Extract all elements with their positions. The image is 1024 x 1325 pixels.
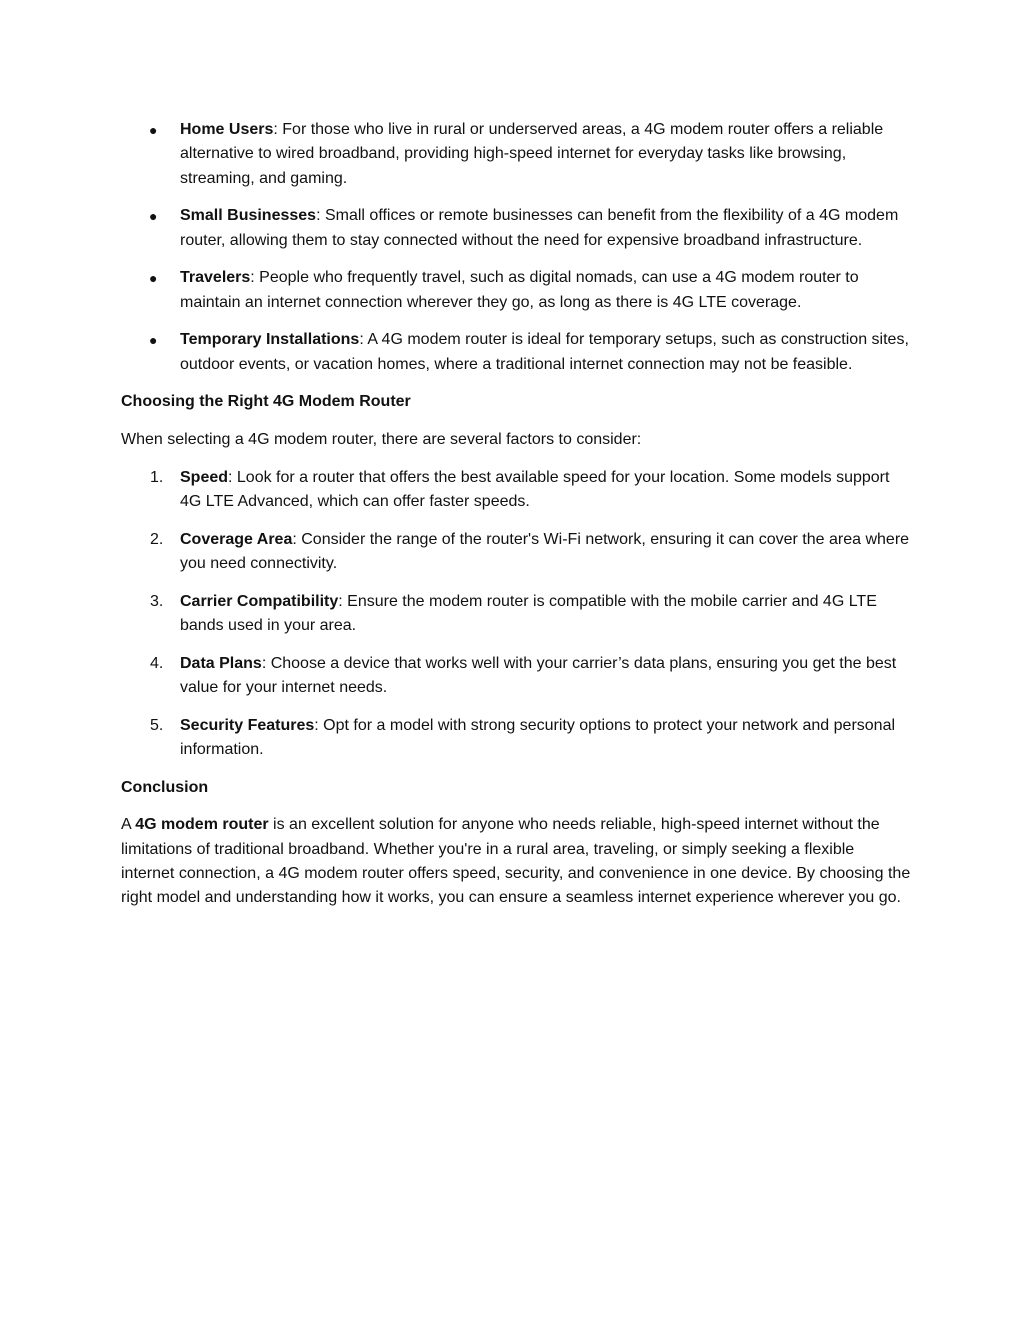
use-case-list [121, 118, 911, 377]
item-term: Data Plans [180, 654, 262, 672]
item-text: : Small offices or remote businesses can benefit from the flexibility of a 4G modem router, allowing them to stay connected without the need for expensive broadband infrastructure. [180, 207, 899, 249]
list-number: 1. [150, 468, 164, 486]
item-term: Small Businesses [180, 207, 317, 225]
section-heading: Choosing the Right 4G Modem Router [121, 393, 411, 411]
list-number: 4. [150, 654, 164, 672]
factors-list [121, 466, 911, 763]
item-term: Temporary Installations [180, 331, 360, 349]
item-term: Travelers [180, 269, 251, 287]
list-item [121, 652, 911, 701]
item-term: Security Features [180, 716, 315, 734]
bullet-marker: ● [149, 332, 158, 349]
conclusion-prefix: A [121, 816, 136, 834]
list-item [121, 328, 911, 377]
list-item [121, 528, 911, 577]
item-text: : A 4G modem router is ideal for temporary setups, such as construction sites, outdoor events, or vacation homes, where a traditional internet connection may not be feasible. [180, 331, 909, 373]
list-number: 5. [150, 716, 164, 734]
item-text: : For those who live in rural or underserved areas, a 4G modem router offers a reliable alternative to wired broadband, providing high-speed internet for everyday tasks like browsing, streaming, and gaming. [180, 121, 884, 187]
section-intro: When selecting a 4G modem router, there are several factors to consider: [121, 431, 642, 448]
item-text: : Choose a device that works well with your carrier’s data plans, ensuring you get the best value for your internet needs. [180, 654, 897, 696]
list-number: 2. [150, 530, 164, 548]
conclusion-text: is an excellent solution for anyone who needs reliable, high-speed internet without the limitations of traditional broadband. Whether you're in a rural area, traveling, or simply seeking a flexible internet connection, a 4G modem router offers speed, security, and convenience in one device. By choosing the right model and understanding how it works, you can ensure a seamless internet experience wherever you go. [121, 816, 911, 907]
conclusion-term: 4G modem router [135, 816, 269, 834]
bullet-marker: ● [149, 122, 158, 138]
document-content [121, 118, 911, 924]
bullet-marker: ● [149, 270, 158, 287]
list-number: 3. [150, 592, 164, 610]
item-text: : People who frequently travel, such as digital nomads, can use a 4G modem router to maintain an internet connection wherever they go, as long as there is 4G LTE coverage. [180, 269, 859, 311]
item-text: : Opt for a model with strong security options to protect your network and personal information. [180, 716, 896, 758]
list-item [121, 590, 911, 639]
item-text: : Look for a router that offers the best available speed for your location. Some models support 4G LTE Advanced, which can offer faster speeds. [180, 468, 890, 510]
item-text: : Consider the range of the router's Wi-Fi network, ensuring it can cover the area where you need connectivity. [180, 530, 910, 572]
bullet-marker: ● [149, 208, 158, 225]
list-item [121, 714, 911, 763]
item-term: Home Users [180, 121, 274, 138]
list-item [121, 466, 911, 515]
conclusion-heading: Conclusion [121, 778, 209, 796]
list-item [121, 204, 911, 253]
item-term: Carrier Compatibility [180, 592, 339, 610]
list-item [121, 118, 911, 191]
item-text: : Ensure the modem router is compatible with the mobile carrier and 4G LTE bands used in your area. [180, 592, 877, 634]
conclusion-paragraph [121, 813, 911, 911]
item-term: Speed [180, 468, 229, 486]
item-term: Coverage Area [180, 530, 293, 548]
list-item [121, 266, 911, 315]
